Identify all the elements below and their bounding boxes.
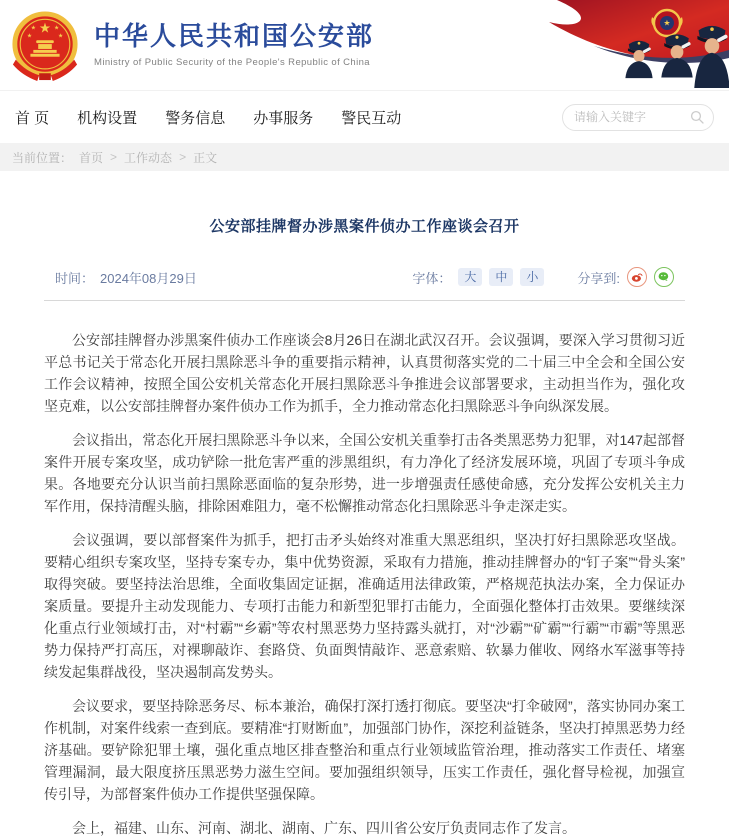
font-size-label: 字体：: [412, 270, 452, 286]
svg-text:★: ★: [38, 20, 52, 36]
main-nav: [0, 90, 729, 143]
breadcrumb-label: 当前位置：: [12, 150, 73, 165]
nav-item-interaction[interactable]: 警民互动: [341, 109, 402, 127]
breadcrumb-separator: >: [110, 150, 118, 164]
svg-text:★: ★: [663, 18, 671, 28]
site-subtitle: Ministry of Public Security of the People's Republic of China: [94, 57, 370, 69]
search-icon[interactable]: [690, 110, 704, 124]
search-input[interactable]: [574, 110, 690, 124]
police-banner-photo: [539, 0, 729, 88]
site-header: [0, 0, 729, 90]
breadcrumb-separator: >: [179, 150, 187, 164]
share-weibo-icon[interactable]: [627, 267, 647, 287]
font-size-large-button[interactable]: 大: [458, 268, 482, 286]
share-wechat-icon[interactable]: [654, 267, 674, 287]
breadcrumb-section-link[interactable]: 工作动态: [124, 150, 173, 165]
article-paragraph: 会议要求，要坚持除恶务尽、标本兼治，确保打深打透打彻底。要坚决“打伞破网”，落实协同办案工作机制，对案件线索一查到底。要精准“打财断血”，加强部门协作，深挖利益链条，坚决打掉黑恶势力经济基础。要铲除犯罪土壤，强化重点地区排查整治和重点行业领域监管治理，推动落实工作责任、堵塞管理漏洞，最大限度挤压黑恶势力滋生空间。要加强组织领导，压实工作责任，强化督导检视，加强宣传引导，为部督案件侦办工作提供坚强保障。: [44, 698, 685, 802]
time-value: 2024年08月29日: [100, 270, 197, 286]
font-size-medium-button[interactable]: 中: [489, 268, 513, 286]
site-title: 中华人民共和国公安部: [94, 20, 375, 51]
font-size-small-button[interactable]: 小: [520, 268, 544, 286]
article-title: 公安部挂牌督办涉黑案件侦办工作座谈会召开: [209, 218, 520, 235]
publish-time: [55, 268, 412, 287]
article: [0, 171, 729, 839]
search-box[interactable]: [562, 104, 714, 131]
article-paragraph: 会议指出，常态化开展扫黑除恶斗争以来，全国公安机关重拳打击各类黑恶势力犯罪，对147起部督案件开展专案攻坚，成功铲除一批危害严重的涉黑组织，有力净化了经济发展环境，巩固了专项斗争成果。各地要充分认识当前扫黑除恶面临的复杂形势，进一步增强责任感使命感，充分发挥公安机关主力军作用，保持清醒头脑，排除困难阻力，毫不松懈推动常态化扫黑除恶斗争走深走实。: [44, 432, 685, 514]
meta-divider: [44, 300, 685, 301]
svg-text:★: ★: [57, 33, 64, 40]
svg-text:★: ★: [26, 33, 33, 40]
breadcrumb-home-link[interactable]: 首页: [79, 150, 104, 165]
article-meta-bar: [44, 267, 685, 287]
breadcrumb-current: 正文: [193, 150, 218, 165]
svg-text:★: ★: [54, 25, 60, 32]
article-paragraph: 会议强调，要以部督案件为抓手，把打击矛头始终对准重大黑恶组织，坚决打好扫黑除恶攻坚战。要精心组织专案攻坚，坚持专案专办，集中优势资源，采取有力措施，推动挂牌督办的“钉子案”“骨头案” 取得突破。要坚持法治思维，全面收集固定证据，准确适用法律政策，严格规范执法办案，全力保证办案质量。要提升主动发现能力、专项打击能力和新型犯罪打击能力，全面强化整体打击效果。要继续深化重点行业领域打击，对“村霸”“乡霸”等农村黑恶势力坚持露头就打，对“沙霸”“矿霸”“行霸”“市霸”等黑恶势力保持严打高压，对裸聊敲诈、套路贷、负面舆情敲诈、恶意索赔、软暴力催收、网络水军滋事等持续发起集群战役，坚决遏制高发势头。: [44, 532, 685, 680]
nav-item-organization[interactable]: 机构设置: [77, 109, 138, 127]
meta-tools: [412, 267, 674, 287]
nav-item-home[interactable]: 首 页: [15, 109, 50, 127]
article-paragraph: 公安部挂牌督办涉黑案件侦办工作座谈会8月26日在湖北武汉召开。会议强调，要深入学习贯彻习近平总书记关于常态化开展扫黑除恶斗争的重要指示精神，认真贯彻落实党的二十届三中全会和全国公安工作会议精神，按照全国公安机关常态化开展扫黑除恶斗争推进会议部署要求，主动担当作为，强化攻坚克难，以公安部挂牌督办案件侦办工作为抓手，全力推动常态化扫黑除恶斗争向纵深发展。: [44, 332, 685, 414]
nav-item-services[interactable]: 办事服务: [253, 109, 314, 127]
svg-text:★: ★: [30, 25, 36, 32]
breadcrumb: [0, 143, 729, 171]
share-label: 分享到:: [577, 270, 620, 286]
article-body: [44, 329, 685, 839]
nav-items: [15, 107, 401, 128]
nav-item-police-info[interactable]: 警务信息: [165, 109, 226, 127]
site-title-block: [94, 22, 374, 69]
article-paragraph: 会上，福建、山东、河南、湖北、湖南、广东、四川省公安厅负责同志作了发言。: [72, 820, 576, 836]
national-emblem-logo: [10, 11, 80, 83]
time-label: 时间：: [55, 270, 95, 286]
